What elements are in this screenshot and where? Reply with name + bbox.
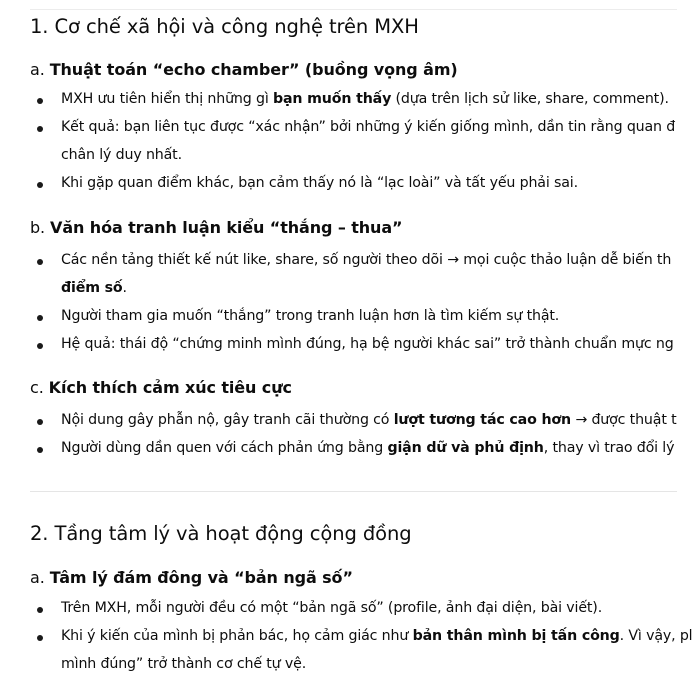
bullet-text: MXH ưu tiên hiển thị những gì bạn muốn thấy (dựa trên lịch sử like, share, comment). [61,91,669,107]
bullet-dot [37,343,43,349]
bullet-text: Người tham gia muốn “thắng” trong tranh luận hơn là tìm kiếm sự thật. [61,308,560,324]
top-divider [30,9,677,10]
bullet-dot [37,447,43,453]
section-heading: 2. Tầng tâm lý và hoạt động cộng đồng [30,522,412,545]
bullet-dot [37,126,43,132]
bullet-text: Người dùng dần quen với cách phản ứng bằng giận dữ và phủ định, thay vì trao đổi lý [61,440,675,456]
bullet-text: Khi gặp quan điểm khác, bạn cảm thấy nó là “lạc loài” và tất yếu phải sai. [61,175,578,191]
bullet-text-continued: điểm số. [61,280,127,296]
bullet-dot [37,315,43,321]
bullet-text: Hệ quả: thái độ “chứng minh mình đúng, hạ bệ người khác sai” trở thành chuẩn mực ng [61,336,674,352]
subsection-heading: c. Kích thích cảm xúc tiêu cực [30,378,292,397]
bullet-dot [37,419,43,425]
bullet-text-continued: chân lý duy nhất. [61,147,182,163]
bullet-dot [37,182,43,188]
bullet-dot [37,98,43,104]
bullet-text: Kết quả: bạn liên tục được “xác nhận” bởi những ý kiến giống mình, dần tin rằng quan đ [61,119,676,135]
bullet-dot [37,607,43,613]
bullet-dot [37,635,43,641]
section-divider [30,491,677,492]
subsection-heading: b. Văn hóa tranh luận kiểu “thắng – thua” [30,218,403,237]
bullet-dot [37,259,43,265]
bullet-text: Các nền tảng thiết kế nút like, share, số người theo dõi → mọi cuộc thảo luận dễ biến th [61,252,672,268]
bullet-text-continued: mình đúng” trở thành cơ chế tự vệ. [61,656,307,672]
subsection-heading: a. Thuật toán “echo chamber” (buồng vọng âm) [30,60,458,79]
section-heading: 1. Cơ chế xã hội và công nghệ trên MXH [30,15,419,38]
subsection-heading: a. Tâm lý đám đông và “bản ngã số” [30,568,353,587]
bullet-text: Nội dung gây phẫn nộ, gây tranh cãi thường có lượt tương tác cao hơn → được thuật t [61,412,677,428]
bullet-text: Trên MXH, mỗi người đều có một “bản ngã số” (profile, ảnh đại diện, bài viết). [61,600,603,616]
bullet-text: Khi ý kiến của mình bị phản bác, họ cảm giác như bản thân mình bị tấn công. Vì vậy, pl [61,628,692,644]
